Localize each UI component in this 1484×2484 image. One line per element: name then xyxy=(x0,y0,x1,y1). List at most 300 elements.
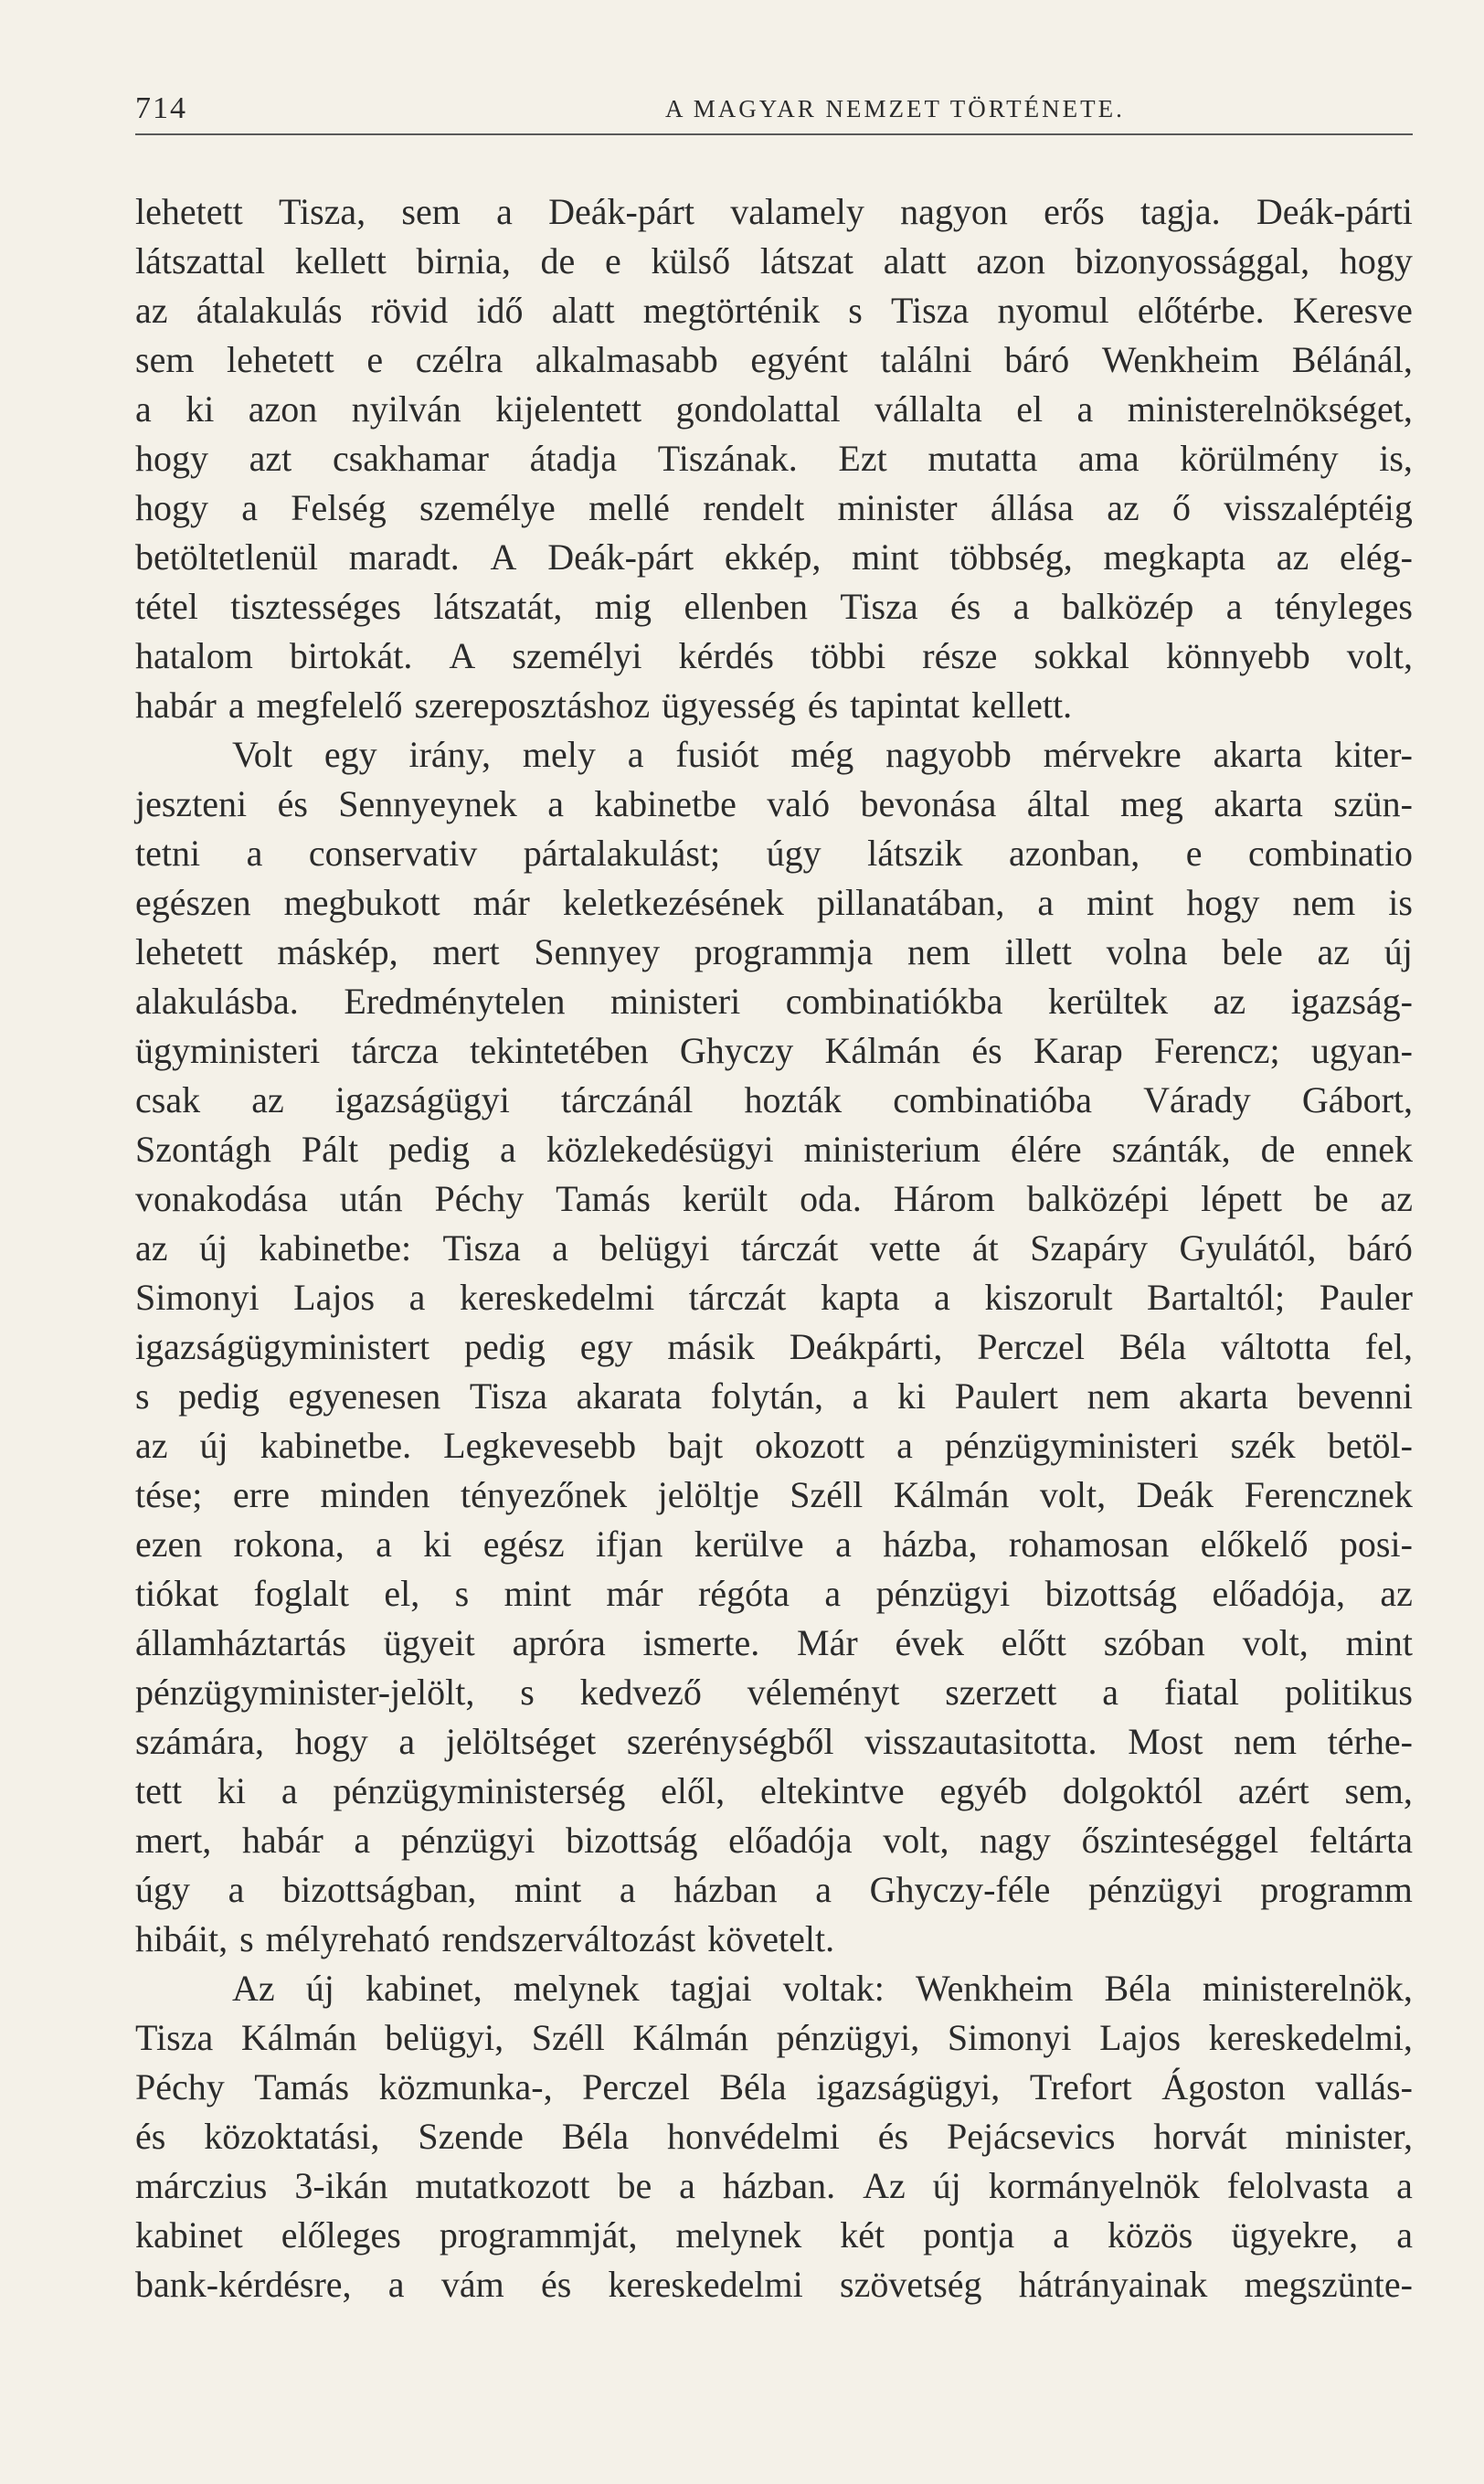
word: az xyxy=(135,290,168,331)
word: lehetett xyxy=(135,931,243,972)
word: Eredménytelen xyxy=(344,981,566,1022)
text-line xyxy=(135,1520,1413,1569)
word: Most xyxy=(1128,1721,1203,1762)
word: elég- xyxy=(1340,536,1413,578)
word: kerültek xyxy=(1048,981,1169,1022)
word: megszünte- xyxy=(1244,2264,1413,2305)
word: Szapáry xyxy=(1030,1227,1149,1269)
word: foglalt xyxy=(253,1573,349,1614)
word: mint xyxy=(504,1573,571,1614)
word: erre xyxy=(232,1474,290,1515)
word: az xyxy=(135,1425,168,1466)
page-number: 714 xyxy=(135,91,187,125)
word: által xyxy=(1026,783,1090,824)
text-line xyxy=(135,1026,1413,1076)
word: előleges xyxy=(281,2214,401,2256)
word: a xyxy=(824,1573,842,1614)
word: Deákpárti, xyxy=(789,1326,943,1367)
word: Karap xyxy=(1034,1030,1123,1071)
word: Ferencz; xyxy=(1153,1030,1280,1071)
word: lehetett xyxy=(135,191,243,232)
word: politikus xyxy=(1284,1672,1413,1713)
word: pártalakulást; xyxy=(523,833,721,874)
word: voltak: xyxy=(782,1968,885,2009)
word: ezen xyxy=(135,1523,203,1565)
word: tagjai xyxy=(670,1968,752,2009)
text-line xyxy=(135,1322,1413,1372)
word: a xyxy=(1102,1672,1118,1713)
word: Tisza, xyxy=(278,191,366,232)
word: egyént xyxy=(750,339,848,380)
word: a xyxy=(934,1277,950,1318)
word: személye xyxy=(419,487,556,528)
word: pénzügyministerség xyxy=(333,1770,626,1811)
word: mert, xyxy=(135,1820,212,1861)
word: s xyxy=(454,1573,470,1614)
word: pedig xyxy=(178,1375,260,1417)
word: szerzett xyxy=(945,1672,1057,1713)
text-line xyxy=(135,286,1413,335)
text-line xyxy=(135,2013,1413,2063)
word: Paulert xyxy=(954,1375,1058,1417)
word: az xyxy=(135,1227,168,1269)
word: Várady xyxy=(1143,1079,1251,1120)
word: ügyeit xyxy=(383,1622,475,1663)
word: mérvekre xyxy=(1043,734,1182,775)
word: Szende xyxy=(418,2116,524,2157)
text-line xyxy=(135,878,1413,928)
word: mutatta xyxy=(928,438,1038,479)
word: czélra xyxy=(415,339,504,380)
word: szerénységből xyxy=(626,1721,834,1762)
word: habár xyxy=(241,1820,323,1861)
text-line xyxy=(135,632,1413,681)
word: is xyxy=(1388,882,1413,923)
word: kereskedelmi xyxy=(459,1277,655,1318)
word: combinatióba xyxy=(893,1079,1092,1120)
word: Gábort, xyxy=(1301,1079,1413,1120)
word: megtörténik xyxy=(642,290,821,331)
word: Pauler xyxy=(1319,1277,1413,1318)
word: mellé xyxy=(588,487,670,528)
word: látszatát, xyxy=(433,586,563,627)
word: térhe- xyxy=(1327,1721,1413,1762)
word: volna xyxy=(1106,931,1188,972)
word: Felség xyxy=(291,487,387,528)
word: Bartaltól; xyxy=(1147,1277,1286,1318)
word: Az xyxy=(863,2165,906,2206)
word: oda. xyxy=(800,1178,862,1219)
text-line xyxy=(135,1174,1413,1224)
word: bevenni xyxy=(1297,1375,1413,1417)
word: Tisza xyxy=(891,290,970,331)
word: felolvasta xyxy=(1226,2165,1370,2206)
word: lehetett xyxy=(227,339,334,380)
word: eltekintve xyxy=(759,1770,905,1811)
word: látszik xyxy=(867,833,963,874)
word: Tisza xyxy=(469,1375,548,1417)
text-line xyxy=(135,385,1413,434)
text-line xyxy=(135,2063,1413,2112)
word: megbukott xyxy=(283,882,440,923)
word: szánták, xyxy=(1111,1129,1231,1170)
word: már xyxy=(606,1573,663,1614)
word: rendelt xyxy=(703,487,805,528)
word: nyomul xyxy=(997,290,1109,331)
word: tétel xyxy=(135,586,198,627)
text-line xyxy=(135,1816,1413,1865)
word: látszat xyxy=(759,240,854,281)
word: pénzügyminister-jelölt, xyxy=(135,1672,475,1713)
word: csak xyxy=(135,1079,201,1120)
word: szövetség xyxy=(840,2264,982,2305)
running-title: A MAGYAR NEMZET TÖRTÉNETE. xyxy=(665,95,1125,122)
word: Sennyeynek xyxy=(338,783,517,824)
word: márczius xyxy=(135,2165,268,2206)
text-line xyxy=(135,780,1413,829)
word: Legkevesebb xyxy=(443,1425,637,1466)
word: nem xyxy=(1086,1375,1150,1417)
text-line xyxy=(135,1915,1413,1964)
word: a xyxy=(354,1820,371,1861)
word: része xyxy=(922,635,998,676)
word: kiter- xyxy=(1334,734,1413,775)
word: kiszorult xyxy=(984,1277,1113,1318)
word: tekintetében xyxy=(470,1030,649,1071)
word: a xyxy=(228,685,245,726)
word: pedig xyxy=(388,1129,471,1170)
word: a xyxy=(135,388,152,430)
word: belügyi, xyxy=(385,2017,504,2058)
text-line xyxy=(135,483,1413,533)
word: posi- xyxy=(1339,1523,1413,1565)
word: új xyxy=(1383,931,1413,972)
word: házban xyxy=(673,1869,778,1910)
word: és xyxy=(877,2116,909,2157)
word: két xyxy=(840,2214,885,2256)
word: Ferencznek xyxy=(1244,1474,1413,1515)
word: pénzügyi xyxy=(875,1573,1011,1614)
text-line xyxy=(135,1964,1413,2013)
word: balközép xyxy=(1061,586,1194,627)
word: ennek xyxy=(1325,1129,1413,1170)
word: hogy xyxy=(1186,882,1260,923)
header-rule xyxy=(135,133,1413,135)
body-text xyxy=(135,187,1413,2309)
word: évek xyxy=(895,1622,964,1663)
word: Ghyczy-féle xyxy=(869,1869,1051,1910)
word: Lajos xyxy=(293,1277,376,1318)
text-line xyxy=(135,2211,1413,2260)
word: egészen xyxy=(135,882,251,923)
word: azon xyxy=(248,388,318,430)
word: ministerelnökséget, xyxy=(1127,388,1413,430)
word: alakulásba. xyxy=(135,981,299,1022)
word: ki xyxy=(186,388,215,430)
word: ellenben xyxy=(684,586,808,627)
word: kérdés xyxy=(678,635,774,676)
word: fiatal xyxy=(1163,1672,1240,1713)
word: Széll xyxy=(790,1474,864,1515)
word: e xyxy=(366,339,384,380)
word: állása xyxy=(990,487,1074,528)
word: a xyxy=(496,191,513,232)
word: pillanatában, xyxy=(816,882,1005,923)
word: új xyxy=(932,2165,961,2206)
word: programm xyxy=(1260,1869,1413,1910)
word: nem xyxy=(1292,882,1356,923)
word: házban. xyxy=(722,2165,836,2206)
word: szereposztáshoz xyxy=(414,685,651,726)
word: átadja xyxy=(529,438,618,479)
word: igazságügyministert xyxy=(135,1326,430,1367)
word: volt, xyxy=(1039,1474,1107,1515)
word: szóban xyxy=(1103,1622,1205,1663)
word: többi xyxy=(810,635,886,676)
word: nem xyxy=(907,931,970,972)
word: Perczel xyxy=(582,2066,690,2107)
word: véleményt xyxy=(747,1672,900,1713)
word: a xyxy=(1396,2214,1413,2256)
word: bizottság xyxy=(566,1820,698,1861)
word: tiókat xyxy=(135,1573,219,1614)
word: de xyxy=(1260,1129,1296,1170)
word: mint xyxy=(852,536,919,578)
word: államháztartás xyxy=(135,1622,346,1663)
word: akarta xyxy=(1213,734,1303,775)
word: habár xyxy=(135,685,217,726)
word: igazságügyi xyxy=(334,1079,510,1120)
word: is, xyxy=(1379,438,1413,479)
word: Deák-párti xyxy=(1256,191,1413,232)
word: Az xyxy=(232,1968,275,2009)
word: ki xyxy=(423,1523,452,1565)
word: belügyi xyxy=(599,1227,710,1269)
word: közös xyxy=(1107,2214,1193,2256)
word: Pejácsevics xyxy=(947,2116,1116,2157)
word: ministerium xyxy=(803,1129,980,1170)
word: bevonása xyxy=(860,783,997,824)
word: az xyxy=(1213,981,1246,1022)
word: a xyxy=(1053,2214,1069,2256)
word: előkelő xyxy=(1200,1523,1309,1565)
word: be xyxy=(1313,1178,1349,1219)
word: mert xyxy=(432,931,500,972)
word: mig xyxy=(594,586,652,627)
word: pénzügyi xyxy=(1087,1869,1223,1910)
word: ő xyxy=(1172,487,1191,528)
word: Perczel xyxy=(977,1326,1085,1367)
word: a xyxy=(852,1375,869,1417)
word: Béla xyxy=(1104,1968,1171,2009)
word: melynek xyxy=(675,2214,802,2256)
word: pedig xyxy=(464,1326,546,1367)
word: kabinetbe xyxy=(594,783,737,824)
word: tárcza xyxy=(351,1030,439,1071)
word: Tamás xyxy=(254,2066,350,2107)
word: hatalom xyxy=(135,635,253,676)
word: vonakodása xyxy=(135,1178,308,1219)
word: csakhamar xyxy=(332,438,489,479)
word: illett xyxy=(1004,931,1072,972)
word: azt xyxy=(249,438,292,479)
page-header xyxy=(135,86,1413,133)
word: Gyulától, xyxy=(1179,1227,1317,1269)
word: a xyxy=(619,1869,636,1910)
word: könnyebb xyxy=(1165,635,1310,676)
word: alkalmasabb xyxy=(535,339,718,380)
word: új xyxy=(199,1425,228,1466)
text-line xyxy=(135,1273,1413,1322)
word: úgy xyxy=(766,833,822,874)
word: látszattal xyxy=(135,240,266,281)
word: akarta xyxy=(1214,783,1303,824)
word: külső xyxy=(651,240,731,281)
word: ministeri xyxy=(610,981,741,1022)
word: programmja xyxy=(694,931,874,972)
word: még xyxy=(790,734,854,775)
word: tényezőnek xyxy=(461,1474,628,1515)
word: át xyxy=(971,1227,999,1269)
word: ministerelnök, xyxy=(1202,1968,1413,2009)
word: és xyxy=(540,2264,572,2305)
word: Szontágh xyxy=(135,1129,271,1170)
word: Simonyi xyxy=(135,1277,260,1318)
word: tárczát xyxy=(688,1277,787,1318)
word: Deák-párt xyxy=(547,536,694,578)
word: pénzügyi xyxy=(400,1820,535,1861)
word: sokkal xyxy=(1034,635,1129,676)
word: a xyxy=(1396,2165,1413,2206)
word: Volt xyxy=(232,734,292,775)
word: Pált xyxy=(301,1129,359,1170)
word: Deák xyxy=(1136,1474,1214,1515)
word: kereskedelmi, xyxy=(1208,2017,1413,2058)
word: tése; xyxy=(135,1474,203,1515)
word: ekkép, xyxy=(724,536,822,578)
word: Béla xyxy=(1118,1326,1187,1367)
word: az xyxy=(1380,1178,1413,1219)
text-line xyxy=(135,1372,1413,1421)
word: megkapta xyxy=(1103,536,1246,578)
word: Kálmán xyxy=(632,2017,748,2058)
word: s xyxy=(848,290,863,331)
text-line xyxy=(135,1125,1413,1174)
word: követelt. xyxy=(707,1918,835,1959)
word: Kálmán xyxy=(240,2017,357,2058)
word: A xyxy=(490,536,517,578)
word: ki xyxy=(217,1770,247,1811)
word: váltotta xyxy=(1220,1326,1330,1367)
word: visszautasitotta. xyxy=(864,1721,1097,1762)
word: egyéb xyxy=(939,1770,1027,1811)
word: el, xyxy=(384,1573,420,1614)
word: élére xyxy=(1010,1129,1082,1170)
text-line xyxy=(135,237,1413,286)
word: Kálmán xyxy=(824,1030,941,1071)
word: akarta xyxy=(1179,1375,1268,1417)
word: való xyxy=(767,783,831,824)
word: a xyxy=(835,1523,852,1565)
word: ügyministeri xyxy=(135,1030,321,1071)
word: közoktatási, xyxy=(204,2116,380,2157)
word: mely xyxy=(522,734,596,775)
word: szün- xyxy=(1333,783,1413,824)
word: házba, xyxy=(883,1523,978,1565)
word: régóta xyxy=(698,1573,790,1614)
word: Simonyi xyxy=(947,2017,1072,2058)
word: combinatio xyxy=(1248,833,1413,874)
text-line xyxy=(135,1717,1413,1767)
word: báró xyxy=(1004,339,1070,380)
word: alatt xyxy=(551,290,615,331)
word: Tiszának. xyxy=(657,438,798,479)
word: lépett xyxy=(1201,1178,1282,1219)
word: közlekedésügyi xyxy=(546,1129,774,1170)
word: kellett xyxy=(294,240,387,281)
word: Bélánál, xyxy=(1291,339,1413,380)
word: a xyxy=(1076,388,1094,430)
word: ifjan xyxy=(596,1523,663,1565)
word: hátrányainak xyxy=(1018,2264,1208,2305)
word: kabinet, xyxy=(366,1968,482,2009)
word: irány, xyxy=(408,734,492,775)
word: balközépi xyxy=(1026,1178,1170,1219)
text-line xyxy=(135,2260,1413,2309)
word: átalakulás xyxy=(196,290,343,331)
word: erős xyxy=(1044,191,1105,232)
word: a xyxy=(376,1523,392,1565)
word: a xyxy=(228,1869,245,1910)
word: az xyxy=(1107,487,1140,528)
word: apróra xyxy=(512,1622,606,1663)
word: új xyxy=(198,1227,228,1269)
word: másik xyxy=(667,1326,755,1367)
word: a xyxy=(815,1869,832,1910)
word: és xyxy=(135,2116,166,2157)
word: Széll xyxy=(531,2017,605,2058)
word: jelöltje xyxy=(657,1474,759,1515)
word: a xyxy=(1012,586,1030,627)
word: sem xyxy=(135,339,195,380)
word: conservativ xyxy=(308,833,478,874)
word: a xyxy=(547,783,564,824)
word: hogy xyxy=(294,1721,368,1762)
word: e xyxy=(605,240,621,281)
word: nagyon xyxy=(900,191,1008,232)
word: tárczánál xyxy=(561,1079,694,1120)
word: mint xyxy=(1345,1622,1413,1663)
word: alatt xyxy=(883,240,947,281)
word: a xyxy=(1037,882,1055,923)
word: pontja xyxy=(923,2214,1015,2256)
word: kormányelnök xyxy=(988,2165,1200,2206)
word: hogy xyxy=(135,487,208,528)
word: szék xyxy=(1230,1425,1296,1466)
word: Wenkheim xyxy=(1101,339,1260,380)
word: elől, xyxy=(661,1770,726,1811)
word: A xyxy=(449,635,476,676)
word: úgy xyxy=(135,1869,190,1910)
word: számára, xyxy=(135,1721,265,1762)
text-line xyxy=(135,335,1413,385)
word: kapta xyxy=(820,1277,900,1318)
word: az xyxy=(251,1079,284,1120)
word: Wenkheim xyxy=(916,1968,1074,2009)
text-line xyxy=(135,582,1413,632)
word: mélyreható xyxy=(265,1918,430,1959)
word: megfelelő xyxy=(256,685,403,726)
